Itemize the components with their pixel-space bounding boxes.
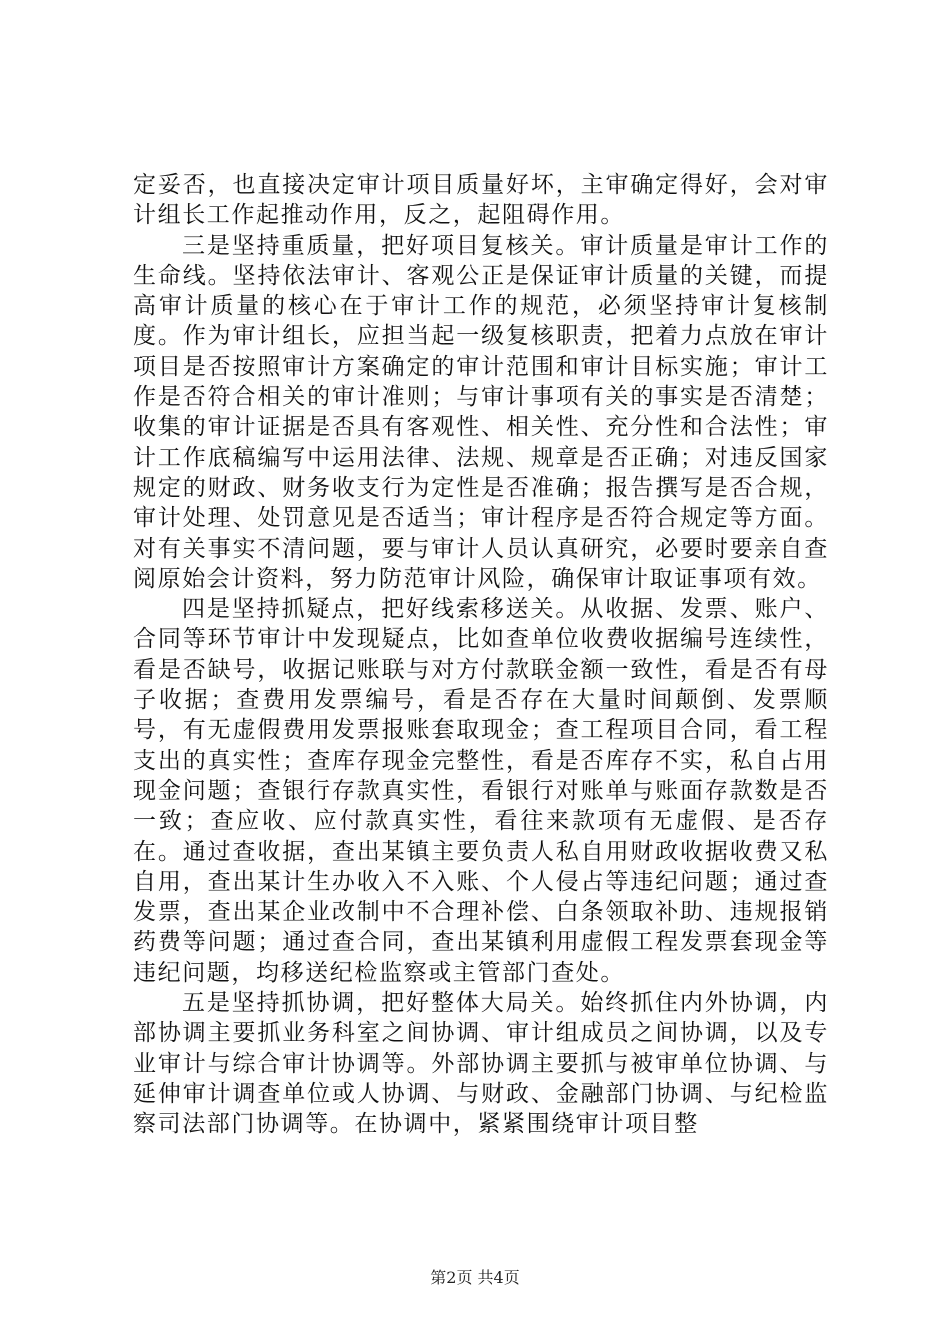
paragraph-coordination: 五是坚持抓协调，把好整体大局关。始终抓住内外协调，内部协调主要抓业务科室之间协调、审计组成员之间协调，以及专业审计与综合审计协调等。外部协调主要抓与被审单位协调、与延伸审计调查单位或人协调、与财政、金融部门协调、与纪检监察司法部门协调等。在协调中，紧紧围绕审计项目整	[133, 990, 829, 1138]
page-footer: 第2页 共4页	[430, 1268, 520, 1287]
document-body	[133, 170, 829, 1140]
paragraph-doubt-points: 四是坚持抓疑点，把好线索移送关。从收据、发票、账户、合同等环节审计中发现疑点，比如查单位收费收据编号连续性，看是否缺号，收据记账联与对方付款联金额一致性，看是否有母子收据；查费用发票编号，看是否存在大量时间颠倒、发票顺号，有无虚假费用发票报账套取现金；查工程项目合同，看工程支出的真实性；查库存现金完整性，看是否库存不实，私自占用现金问题；查银行存款真实性，看银行对账单与账面存款数是否一致；查应收、应付款真实性，看往来款项有无虚假、是否存在。通过查收据，查出某镇主要负责人私自用财政收据收费又私自用，查出某计生办收入不入账、个人侵占等违纪问题；通过查发票，查出某企业改制中不合理补偿、白条领取补助、违规报销药费等问题；通过查合同，查出某镇利用虚假工程发票套现金等违纪问题，均移送纪检监察或主管部门查处。	[133, 596, 829, 986]
paragraph-continuation: 定妥否，也直接决定审计项目质量好坏，主审确定得好，会对审计组长工作起推动作用，反之，起阻碍作用。	[133, 172, 829, 229]
paragraph-quality-review: 三是坚持重质量，把好项目复核关。审计质量是审计工作的生命线。坚持依法审计、客观公正是保证审计质量的关键，而提高审计质量的核心在于审计工作的规范，必须坚持审计复核制度。作为审计组长，应担当起一级复核职责，把着力点放在审计项目是否按照审计方案确定的审计范围和审计目标实施；审计工作是否符合相关的审计准则；与审计事项有关的事实是否清楚；收集的审计证据是否具有客观性、相关性、充分性和合法性；审计工作底稿编写中运用法律、法规、规章是否正确；对违反国家规定的财政、财务收支行为定性是否准确；报告撰写是否合规，审计处理、处罚意见是否适当；审计程序是否符合规定等方面。对有关事实不清问题，要与审计人员认真研究，必要时要亲自查阅原始会计资料，努力防范审计风险，确保审计取证事项有效。	[133, 232, 829, 592]
